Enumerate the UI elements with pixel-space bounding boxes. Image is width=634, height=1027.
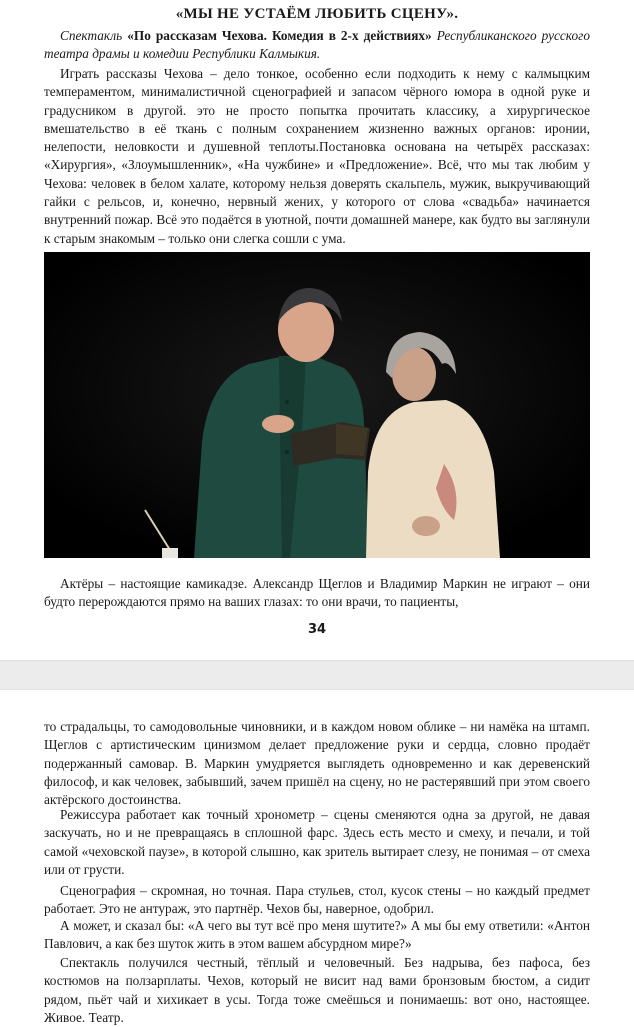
conclusion-paragraph: Спектакль получился честный, тёплый и человечный. Без надрыва, без пафоса, без костюмов на ползарплаты. Чехов, который не висит над вами бронзовым бюстом, а сидит рядом, пьёт чай и хихикает в усы. Тогда тоже смеёшься и понимаешь: вот оно, настоящее. Живое. Театр. (44, 955, 590, 1025)
intro-paragraph: Играть рассказы Чехова – дело тонкое, особенно если подходить к нему с калмыцким темпераментом, минималистичной сценографией и запасом чёрного юмора в одной руке и градусником в другой. это не просто попытка прочитать классику, а хирургическое вмешательство в её ткань с полным сохранением жизненно важных органов: иронии, нелепости, неловкости и душевной теплоты.Постановка основана на четырёх рассказах: «Хирургия», «Злоумышленник», «На чужбине» и «Предложение». Всё, что мы так любим у Чехова: человек в белом халате, которому нельзя доверять скальпель, мужик, выкручивающий гайки с рельсов, и, конечно, нервный жених, у которого от слова «свадьба» начинается внутренний пожар. Всё это подаётся в уютной, почти домашней манере, как будто вы заглянули к старым знакомым – только они слегка сошли с ума. (44, 66, 590, 246)
chekhov-quote-paragraph: А может, и сказал бы: «А чего вы тут всё про меня шутите?» А мы бы ему ответили: «Антон Павлович, а как без шуток жить в этом вашем абсурдном мире?» (44, 918, 590, 952)
page-number: 34 (307, 622, 327, 637)
page-divider (0, 660, 634, 690)
theatre-name: Республиканского русского театра драмы и комедии Республики Калмыкия. (44, 28, 590, 62)
direction-paragraph: Режиссура работает как точный хронометр – сцены сменяются одна за другой, не давая заскучать, но и не превращаясь в сплошной фарс. Здесь есть место и смеху, и печали, и той самой «чеховской паузе», в которой слышно, как зритель вытирает слезу, не понимая – от смеха или от грусти. (44, 807, 590, 877)
performance-credits (44, 27, 590, 64)
credits-prefix: Спектакль (60, 28, 128, 43)
stage-photo (44, 252, 590, 558)
article-title: «МЫ НЕ УСТАЁМ ЛЮБИТЬ СЦЕНУ». (175, 6, 459, 22)
continuation-paragraph: то страдальцы, то самодовольные чиновники, и в каждом новом облике – ни намёка на штамп. Щеглов с артистическим цинизмом делает предложение руки и сердца, словно продаёт подержанный самовар. В. Маркин умудряется выглядеть одновременно и как деревенский философ, и как человек, забывший, зачем пришёл на сцену, но не растерявший при этом своего актёрского достоинства. (44, 719, 590, 808)
actors-paragraph: Актёры – настоящие камикадзе. Александр Щеглов и Владимир Маркин не играют – они будто перерождаются прямо на ваших глазах: то они врачи, то пациенты, (44, 576, 590, 610)
actors-on-stage-image (44, 252, 590, 558)
scenography-paragraph: Сценография – скромная, но точная. Пара стульев, стол, кусок стены – но каждый предмет работает. Это не антураж, это партнёр. Чехов бы, наверное, одобрил. (44, 883, 590, 917)
play-title: «По рассказам Чехова. Комедия в 2-х действиях» (127, 28, 432, 43)
